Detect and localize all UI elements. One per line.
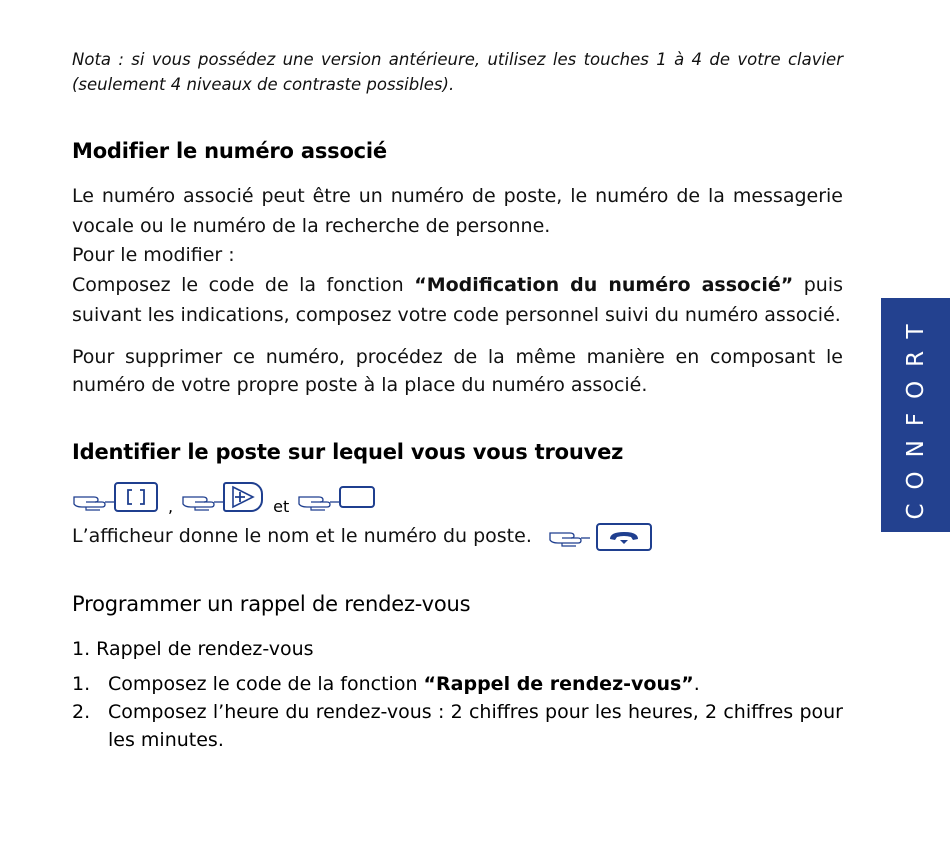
hand-pointer-icon <box>297 490 339 512</box>
function-name-modification: “Modification du numéro associé” <box>414 274 794 296</box>
function-name-appointment: “Rappel de rendez-vous” <box>423 673 694 695</box>
note-paragraph: Nota : si vous possédez une version antérieure, utilisez les touches 1 à 4 de votre clavier (seulement 4 niveaux de contraste possibles). <box>72 50 843 94</box>
step-text: Composez l’heure du rendez-vous : 2 chiffres pour les heures, 2 chiffres pour les minutes. <box>108 701 843 751</box>
modify-intro: Pour le modifier : <box>72 244 235 266</box>
delete-instructions: Pour supprimer ce numéro, procédez de la même manière en composant le numéro de votre propre poste à la place du numéro associé. <box>72 346 843 396</box>
section-title-identify-station: Identifier le poste sur lequel vous vous trouvez <box>72 440 624 464</box>
hand-pointer-icon <box>181 490 223 512</box>
blank-key-icon[interactable] <box>339 486 375 508</box>
display-info-text: L’afficheur donne le nom et le numéro du poste. <box>72 525 532 547</box>
hand-pointer-icon <box>548 526 590 548</box>
side-tab-confort <box>881 298 950 532</box>
section-title-associated-number: Modifier le numéro associé <box>72 139 387 163</box>
step-text-end: . <box>693 673 700 695</box>
step-number: 2. <box>72 701 91 723</box>
hang-up-key-icon[interactable] <box>596 523 652 551</box>
plus-arrow-symbol-icon <box>225 484 261 510</box>
modify-instructions <box>72 271 843 330</box>
plus-arrow-key-icon[interactable] <box>223 482 263 512</box>
instr-text-start: Composez le code de la fonction <box>72 274 415 296</box>
subsection-title-appointment-reminder: 1. Rappel de rendez-vous <box>72 638 314 660</box>
instr-text-end: puis suivant les indications, composez votre code personnel suivi du numéro associé. <box>72 274 843 326</box>
et-separator: et <box>273 497 290 516</box>
associated-number-description: Le numéro associé peut être un numéro de poste, le numéro de la messagerie vocale ou le numéro de la recherche de personne. <box>72 185 843 237</box>
display-info <box>72 522 652 552</box>
list-item <box>72 670 843 698</box>
section-title-appointment: Programmer un rappel de rendez-vous <box>72 592 471 616</box>
steps-list <box>72 670 843 754</box>
hang-up-handset-icon <box>598 525 650 549</box>
bracket-symbol-icon <box>116 484 156 510</box>
hand-pointer-icon <box>72 490 114 512</box>
side-tab-label: CONFORT <box>902 310 929 520</box>
comma-separator: , <box>168 497 174 516</box>
bracket-key-icon[interactable] <box>114 482 158 512</box>
key-sequence <box>72 478 375 516</box>
step-text: Composez le code de la fonction <box>108 673 424 695</box>
step-number: 1. <box>72 673 91 695</box>
list-item <box>72 698 843 754</box>
